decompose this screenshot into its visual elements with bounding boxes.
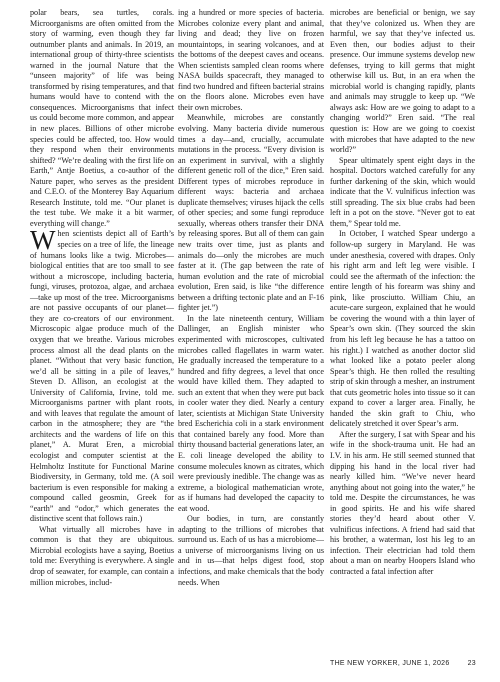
paragraph: In the late nineteenth century, William Dallinger, an English minister who experimented with microscopes, cultivated microbes called flagellates in warm water. He gradually increased the temperature to a hundred and fifty degrees, a level that once would have killed them. They adapted to such an extent that when they were put back in cooler water they died. Nearly a century later, scientists at Michigan State University bred Escherichia coli in a stark environment that contained barely any food. More than thirty thousand bacterial generations later, an E. coli lineage developed the ability to consume molecules known as citrates, which were previously inedible. The change was as extreme, a biological mathematician wrote, as if humans had developed the capacity to eat wood.	[178, 313, 324, 513]
page-footer	[330, 660, 476, 667]
text-column-1	[30, 8, 174, 588]
paragraph: What virtually all microbes have in common is that they are ubiquitous. Microbial ecologists have a saying, Boetius told me: Everything is everywhere. A single drop of seawater, for example, can contain a million microbes, includ-	[30, 524, 174, 587]
paragraph: In October, I watched Spear undergo a follow-up surgery in Maryland. He was under anesthesia, covered with drapes. Only his right arm and left leg were visible. I could see the aftermath of the infection: the entire length of his forearm was shiny and pink, like prosciutto. William Chiu, an acute-care surgeon, explained that he would be covering the wound with a thin layer of Spear’s own skin. (They sourced the skin from his left leg because he has a tattoo on his right.) I watched as another doctor slid what looked like a potato peeler along Spear’s thigh. He then rolled the resulting strip of skin through a mesher, an instrument that cuts geometric holes into tissue so it can expand to cover a larger area. Finally, he handed the skin graft to Chiu, who delicately stretched it over Spear’s arm.	[330, 229, 475, 429]
paragraph: Meanwhile, microbes are constantly evolving. Many bacteria divide numerous times a day—and, crucially, accumulate mutations in the process. “Every division is an experiment in survival, with a slightly different genetic roll of the dice,” Eren said. Different types of microbes reproduce in different ways: bacteria and archaea duplicate themselves; viruses hijack the cells of other species; and some fungi reproduce sexually, whereas others transfer their DNA by releasing spores. But all of them can gain new traits over time, just as plants and animals do—only the microbes are much faster at it. (The gap between the rate of human evolution and the rate of microbial evolution, Eren said, is like “the difference between a drifting tectonic plate and an F-16 fighter jet.”)	[178, 113, 324, 313]
drop-cap: W	[30, 225, 56, 256]
footer-page-number: 23	[467, 660, 476, 667]
paragraph: polar bears, sea turtles, corals. Microorganisms are often omitted from the story of warming, even though they far outnumber plants and animals. In 2019, an international group of thirty-three scientists warned in the journal Nature that the “unseen majority” of life was being transformed by rising temperatures, and that humans would have to contend with the consequences. Microorganisms that infect us could become more common, and appear in new places. Billions of other microbe species could be affected, too. How would they respond when their environments shifted? “We’re dealing with the first life on Earth,” Antje Boetius, a co-author of the Nature paper, who serves as the president and C.E.O. of the Monterey Bay Aquarium Research Institute, told me. “Our planet is the test tube. We make it a bit warmer, everything will change.”	[30, 8, 174, 228]
paragraph: ing a hundred or more species of bacteria. Microbes colonize every plant and animal, living and dead; they live on frozen mountaintops, in searing volcanoes, and at the bottoms of the deepest caves and oceans. When scientists sampled clean rooms where NASA builds spacecraft, they managed to find two hundred and fifteen bacterial strains on the floors alone. Microbes even have their own microbes.	[178, 8, 324, 112]
paragraph: After the surgery, I sat with Spear and his wife in the shock-trauma unit. He had an I.V. in his arm. He still seemed stunned that dipping his hand in the local river had nearly killed him. “We’ve never heard anything about not going into the water,” he told me. Despite the circumstances, he was in good spirits. He and his wife shared stories they’d heard about other V. vulnificus infections. A friend had said that his brother, a waterman, lost his leg to an infection. Their electrician had told them about a man on nearby Hoopers Island who contracted a fatal infection after	[330, 429, 475, 576]
paragraph-text: hen scientists depict all of Earth’s species on a tree of life, the lineage of humans looks like a twig. Microbes—biological entities that are too small to see without a microscope, including bacteria, fungi, viruses, protozoa, algae, and archaea—take up most of the tree. Microorganisms are not passive occupants of our planet—they are co-creators of our environment. Microscopic algae produce much of the oxygen that we breathe. Various microbes process almost all the dead plants on the planet. “Without that very basic function, we’d all be sitting in a pile of leaves,” Steven D. Allison, an ecologist at the University of California, Irvine, told me. Microorganisms partner with plant roots, and with leaves that regulate the amount of carbon in the atmosphere; they are “the architects and the wardens of life on this planet,” A. Murat Eren, a microbial ecologist and computer scientist at the Helmholtz Institute for Functional Marine Biodiversity, in Germany, told me. (A soil bacterium is even responsible for making a compound called geosmin, Greek for “earth” and “odor,” which generates the distinctive scent that follows rain.)	[30, 229, 174, 524]
paragraph-with-dropcap	[30, 225, 174, 524]
paragraph: Our bodies, in turn, are constantly adapting to the trillions of microbes that surround us. Each of us has a microbiome—a universe of microorganisms living on us and in us—that helps digest food, stop infections, and make chemicals that the body needs. When	[178, 514, 324, 587]
footer-magazine-issue: THE NEW YORKER, JUNE 1, 2026	[330, 660, 450, 667]
paragraph: microbes are beneficial or benign, we say that they’ve colonized us. When they are harmful, we say that they’ve infected us. Even then, our bodies adjust to their presence. Our immune systems develop new defenses, trying to kill germs that might otherwise kill us. But, in an era when the microbial world is changing rapidly, plants and animals may struggle to keep up. “We always ask: How are we going to adapt to a changing world?” Eren said. “The real question is: How are we going to coexist with microbes that have adapted to the new world?”	[330, 8, 475, 155]
paragraph: Spear ultimately spent eight days in the hospital. Doctors watched carefully for any further darkening of the skin, which would indicate that the V. vulnificus infection was still spreading. The six blue crabs had been left in a pot on the stove. “Never got to eat them,” Spear told me.	[330, 155, 475, 228]
text-column-2	[178, 8, 324, 588]
text-column-3	[330, 8, 475, 578]
